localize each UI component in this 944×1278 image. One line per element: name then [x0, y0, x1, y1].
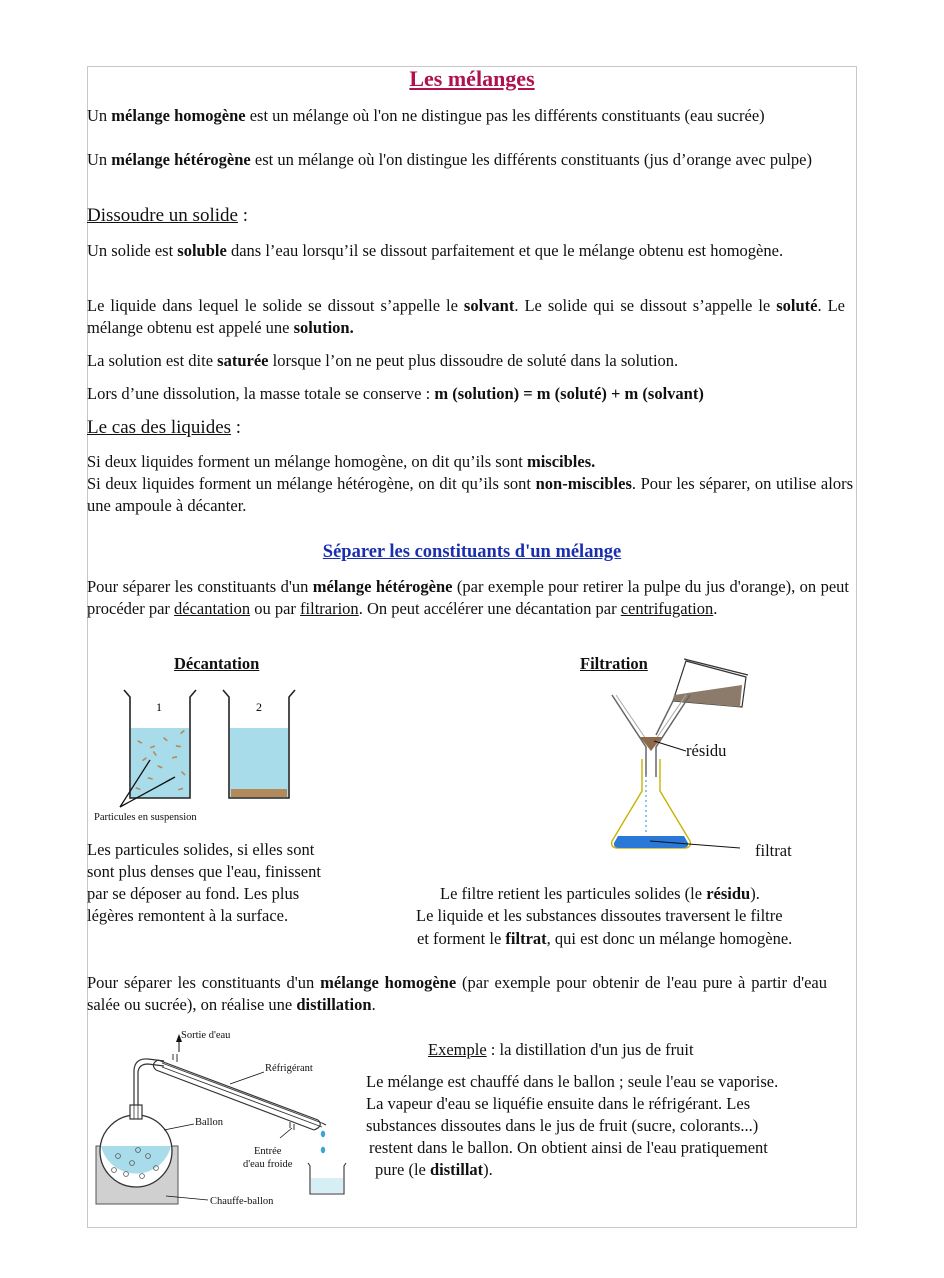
heading-dissoudre: Dissoudre un solide :: [87, 205, 248, 226]
beaker1-number: 1: [156, 700, 162, 714]
heading-liquides: Le cas des liquides :: [87, 417, 242, 438]
distillation-line-5: pure (le distillat).: [375, 1160, 493, 1179]
label-filtration: Filtration: [580, 654, 648, 673]
label-decantation: Décantation: [174, 654, 260, 673]
para-non-miscibles: Si deux liquides forment un mélange hétérogène, on dit qu’ils sont non-miscibles. Pour les séparer, on utilise alors une ampoule à décanter.: [87, 474, 853, 515]
para-homo-separation: Pour séparer les constituants d'un mélange homogène (par exemple pour obtenir de l'eau pure à partir d'eau salée ou sucrée), on réalise une distillation.: [87, 973, 828, 1014]
label-filtrat: filtrat: [755, 841, 792, 860]
label-residu: résidu: [686, 741, 727, 760]
para-saturee: La solution est dite saturée lorsque l’on ne peut plus dissoudre de soluté dans la solution.: [87, 351, 679, 370]
para-soluble: Un solide est soluble dans l’eau lorsqu’il se dissout parfaitement et que le mélange obtenu est homogène.: [87, 241, 784, 260]
exemple-heading: Exemple : la distillation d'un jus de fruit: [428, 1040, 694, 1059]
beaker2-number: 2: [256, 700, 262, 714]
def-homogene: Un mélange homogène est un mélange où l'on ne distingue pas les différents constituants (eau sucrée): [87, 106, 765, 125]
section-title-separer: Séparer les constituants d'un mélange: [322, 542, 622, 562]
filtration-line-3: et forment le filtrat, qui est donc un mélange homogène.: [417, 929, 793, 948]
beaker2-water: [230, 728, 288, 798]
decantation-line-2: sont plus denses que l'eau, finissent: [87, 862, 321, 881]
page-title: Les mélanges: [409, 66, 535, 91]
para-hetero-separation: Pour séparer les constituants d'un mélange hétérogène (par exemple pour retirer la pulpe du jus d'orange), on peut procéder par décantation ou par filtrarion. On peut accélérer une décantation par centrifugation.: [87, 577, 849, 618]
para-solvant: Le liquide dans lequel le solide se dissout s’appelle le solvant. Le solide qui se dissout s’appelle le soluté. Le mélange obtenu est appelé une solution.: [87, 296, 845, 337]
label-sortie-eau: Sortie d'eau: [181, 1030, 231, 1041]
label-chauffe-ballon: Chauffe-ballon: [210, 1196, 274, 1207]
decantation-line-1: Les particules solides, si elles sont: [87, 840, 315, 859]
filtration-line-1: Le filtre retient les particules solides (le résidu).: [440, 884, 760, 903]
decantation-line-4: légères remontent à la surface.: [87, 906, 289, 925]
label-refrigerant: Réfrigérant: [265, 1063, 313, 1074]
def-heterogene: Un mélange hétérogène est un mélange où l'on distingue les différents constituants (jus d’orange avec pulpe): [87, 150, 812, 169]
para-miscibles: Si deux liquides forment un mélange homogène, on dit qu’ils sont miscibles.: [87, 452, 596, 471]
distillation-line-3: substances dissoutes dans le jus de fruit (sucre, colorants...): [366, 1116, 759, 1135]
label-entree: Entrée: [254, 1146, 282, 1157]
caption-particules: Particules en suspension: [94, 812, 197, 823]
label-eau-froide: d'eau froide: [243, 1159, 293, 1170]
distillation-diagram: [90, 1028, 365, 1213]
filtration-line-2: Le liquide et les substances dissoutes traversent le filtre: [416, 906, 783, 925]
para-masse: Lors d’une dissolution, la masse totale se conserve : m (solution) = m (soluté) + m (solvant): [87, 384, 704, 403]
decantation-line-3: par se déposer au fond. Les plus: [87, 884, 300, 903]
label-ballon: Ballon: [195, 1117, 223, 1128]
distillation-line-4: restent dans le ballon. On obtient ainsi de l'eau pratiquement: [369, 1138, 768, 1157]
decantation-diagram: [90, 685, 310, 825]
distillation-line-1: Le mélange est chauffé dans le ballon ; seule l'eau se vaporise.: [366, 1072, 779, 1091]
beaker2-sediment: [231, 789, 287, 797]
distillation-line-2: La vapeur d'eau se liquéfie ensuite dans le réfrigérant. Les: [366, 1094, 751, 1113]
beaker1-water: [131, 728, 189, 798]
